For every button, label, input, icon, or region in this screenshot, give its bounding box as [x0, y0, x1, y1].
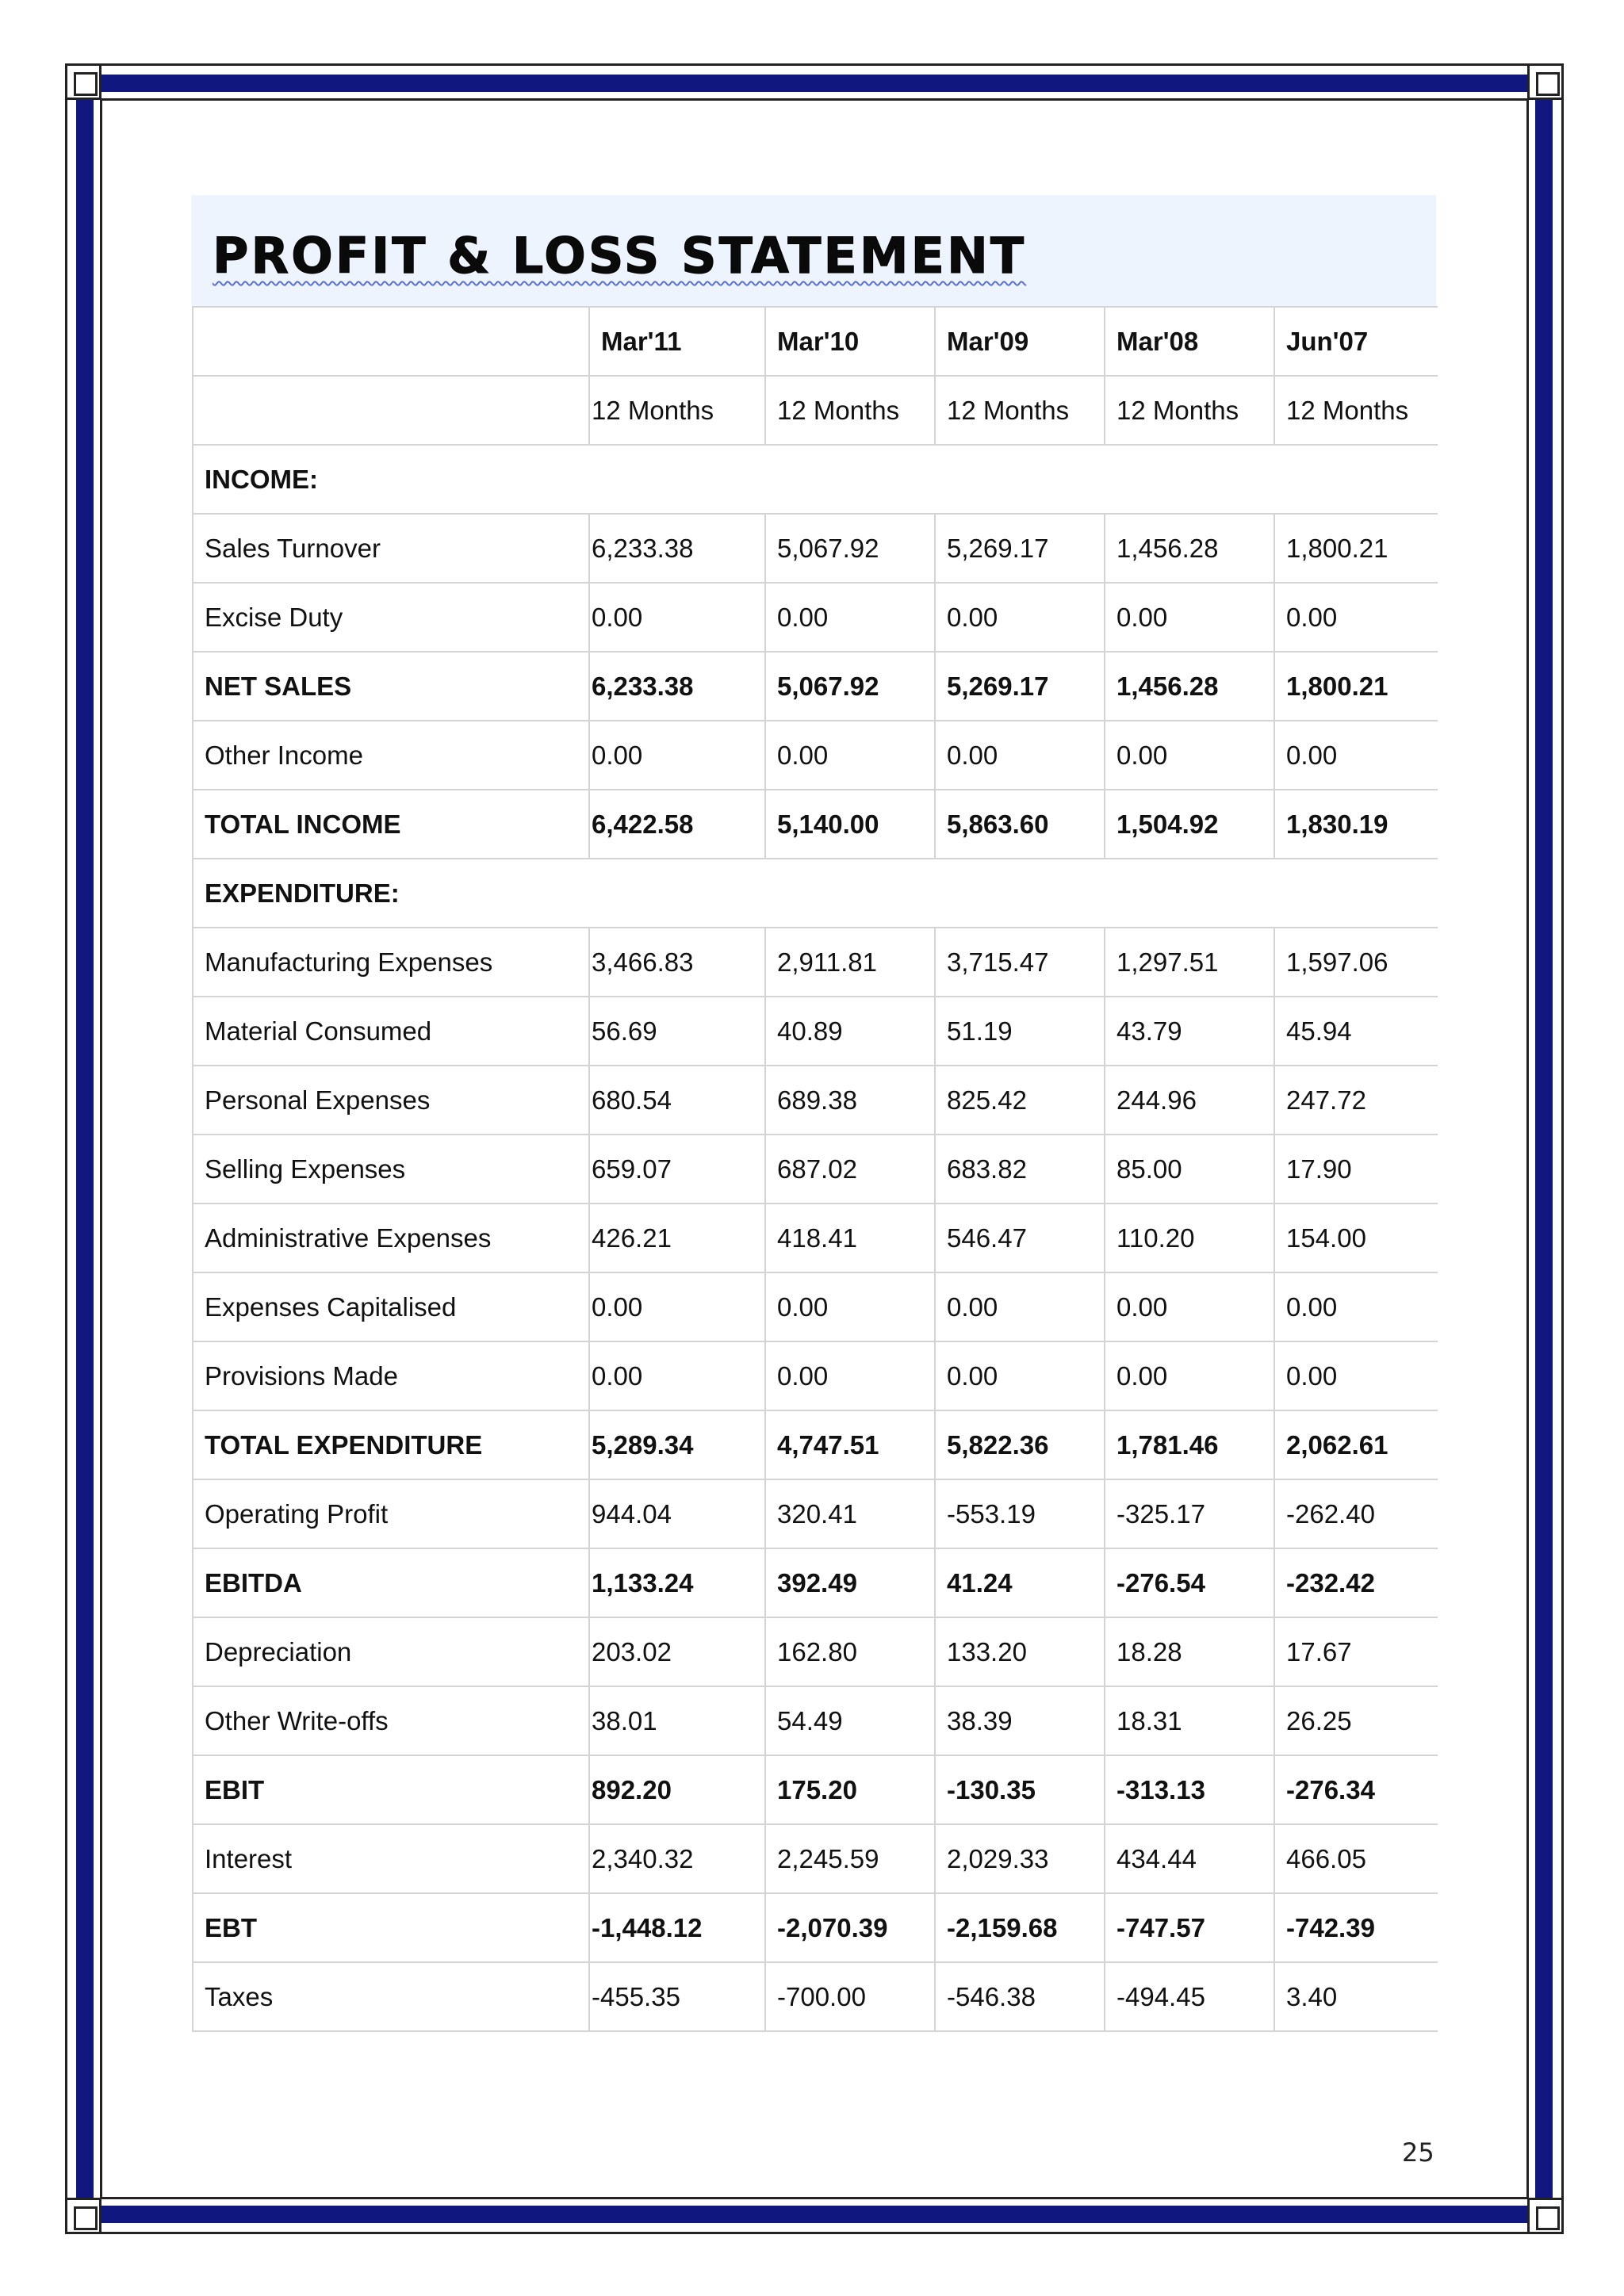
value-cell: 6,233.38	[589, 514, 765, 583]
value-cell: 5,067.92	[765, 652, 935, 721]
value-cell: 26.25	[1274, 1686, 1438, 1755]
duration-cell: 12 Months	[935, 376, 1105, 445]
value-cell: 0.00	[1105, 1272, 1274, 1341]
table-row	[193, 1755, 1438, 1824]
value-cell: 2,062.61	[1274, 1410, 1438, 1479]
value-cell: -276.54	[1105, 1548, 1274, 1617]
row-label: EBIT	[193, 1755, 589, 1824]
expenditure-rows	[193, 928, 1438, 2031]
value-cell: 683.82	[935, 1135, 1105, 1203]
value-cell: 3,466.83	[589, 928, 765, 997]
row-label: Depreciation	[193, 1617, 589, 1686]
table-row	[193, 928, 1438, 997]
row-label: Sales Turnover	[193, 514, 589, 583]
table-row	[193, 1203, 1438, 1272]
value-cell: 5,140.00	[765, 790, 935, 859]
period-header: Mar'08	[1105, 307, 1274, 376]
row-label: Other Write-offs	[193, 1686, 589, 1755]
value-cell: 680.54	[589, 1066, 765, 1135]
value-cell: 4,747.51	[765, 1410, 935, 1479]
value-cell: 0.00	[589, 1341, 765, 1410]
row-label: Taxes	[193, 1962, 589, 2031]
section-heading: EXPENDITURE:	[193, 859, 1438, 928]
value-cell: 0.00	[935, 1272, 1105, 1341]
value-cell: 0.00	[765, 1272, 935, 1341]
value-cell: -700.00	[765, 1962, 935, 2031]
value-cell: 659.07	[589, 1135, 765, 1203]
value-cell: 56.69	[589, 997, 765, 1066]
value-cell: -1,448.12	[589, 1893, 765, 1962]
page-title: PROFIT & LOSS STATEMENT	[213, 227, 1027, 285]
value-cell: 1,504.92	[1105, 790, 1274, 859]
value-cell: 41.24	[935, 1548, 1105, 1617]
frame-corner-ornament	[65, 2198, 102, 2234]
table-row	[193, 1962, 1438, 2031]
value-cell: 0.00	[1274, 1272, 1438, 1341]
value-cell: 825.42	[935, 1066, 1105, 1135]
value-cell: 0.00	[1105, 583, 1274, 652]
value-cell: 18.28	[1105, 1617, 1274, 1686]
value-cell: 0.00	[1274, 721, 1438, 790]
table-row	[193, 1341, 1438, 1410]
value-cell: 2,029.33	[935, 1824, 1105, 1893]
value-cell: 175.20	[765, 1755, 935, 1824]
row-label: Personal Expenses	[193, 1066, 589, 1135]
value-cell: -313.13	[1105, 1755, 1274, 1824]
value-cell: 1,133.24	[589, 1548, 765, 1617]
value-cell: 18.31	[1105, 1686, 1274, 1755]
value-cell: 0.00	[765, 721, 935, 790]
row-label: TOTAL EXPENDITURE	[193, 1410, 589, 1479]
value-cell: 45.94	[1274, 997, 1438, 1066]
value-cell: 1,597.06	[1274, 928, 1438, 997]
page-number: 25	[1402, 2137, 1434, 2168]
profit-loss-table	[192, 306, 1438, 2032]
period-header: Mar'11	[589, 307, 765, 376]
value-cell: 3,715.47	[935, 928, 1105, 997]
value-cell: 2,245.59	[765, 1824, 935, 1893]
value-cell: 85.00	[1105, 1135, 1274, 1203]
value-cell: 0.00	[1274, 583, 1438, 652]
table-row	[193, 1893, 1438, 1962]
value-cell: 1,297.51	[1105, 928, 1274, 997]
value-cell: 0.00	[765, 1341, 935, 1410]
table-row	[193, 652, 1438, 721]
header-blank-cell	[193, 376, 589, 445]
frame-corner-ornament	[1527, 63, 1564, 100]
value-cell: 110.20	[1105, 1203, 1274, 1272]
value-cell: 687.02	[765, 1135, 935, 1203]
value-cell: 2,911.81	[765, 928, 935, 997]
value-cell: 689.38	[765, 1066, 935, 1135]
value-cell: -546.38	[935, 1962, 1105, 2031]
value-cell: 0.00	[589, 721, 765, 790]
value-cell: 3.40	[1274, 1962, 1438, 2031]
value-cell: 133.20	[935, 1617, 1105, 1686]
row-label: EBITDA	[193, 1548, 589, 1617]
table-row	[193, 790, 1438, 859]
value-cell: 38.01	[589, 1686, 765, 1755]
value-cell: 392.49	[765, 1548, 935, 1617]
value-cell: 1,830.19	[1274, 790, 1438, 859]
period-header: Jun'07	[1274, 307, 1438, 376]
row-label: Material Consumed	[193, 997, 589, 1066]
duration-cell: 12 Months	[1105, 376, 1274, 445]
value-cell: 40.89	[765, 997, 935, 1066]
period-header: Mar'09	[935, 307, 1105, 376]
value-cell: -553.19	[935, 1479, 1105, 1548]
row-label: Administrative Expenses	[193, 1203, 589, 1272]
value-cell: 0.00	[935, 1341, 1105, 1410]
table-row	[193, 1548, 1438, 1617]
frame-corner-ornament	[65, 63, 102, 100]
table-row	[193, 721, 1438, 790]
value-cell: 5,289.34	[589, 1410, 765, 1479]
value-cell: 546.47	[935, 1203, 1105, 1272]
row-label: Excise Duty	[193, 583, 589, 652]
value-cell: 154.00	[1274, 1203, 1438, 1272]
value-cell: 0.00	[765, 583, 935, 652]
duration-cell: 12 Months	[589, 376, 765, 445]
row-label: Manufacturing Expenses	[193, 928, 589, 997]
table-row	[193, 1479, 1438, 1548]
value-cell: 0.00	[1105, 721, 1274, 790]
row-label: Selling Expenses	[193, 1135, 589, 1203]
value-cell: 0.00	[1274, 1341, 1438, 1410]
value-cell: 0.00	[935, 583, 1105, 652]
row-label: TOTAL INCOME	[193, 790, 589, 859]
table-row	[193, 1410, 1438, 1479]
value-cell: -455.35	[589, 1962, 765, 2031]
table-row	[193, 1686, 1438, 1755]
row-label: Provisions Made	[193, 1341, 589, 1410]
table-row	[193, 1824, 1438, 1893]
value-cell: 0.00	[935, 721, 1105, 790]
value-cell: 5,269.17	[935, 514, 1105, 583]
row-label: Expenses Capitalised	[193, 1272, 589, 1341]
section-row-income	[193, 445, 1438, 514]
value-cell: 5,269.17	[935, 652, 1105, 721]
table-row	[193, 514, 1438, 583]
value-cell: 5,863.60	[935, 790, 1105, 859]
value-cell: 1,781.46	[1105, 1410, 1274, 1479]
value-cell: -325.17	[1105, 1479, 1274, 1548]
value-cell: 944.04	[589, 1479, 765, 1548]
value-cell: 892.20	[589, 1755, 765, 1824]
row-label: EBT	[193, 1893, 589, 1962]
value-cell: 5,822.36	[935, 1410, 1105, 1479]
section-heading: INCOME:	[193, 445, 1438, 514]
value-cell: -747.57	[1105, 1893, 1274, 1962]
value-cell: -2,159.68	[935, 1893, 1105, 1962]
duration-row	[193, 376, 1438, 445]
value-cell: 203.02	[589, 1617, 765, 1686]
value-cell: 320.41	[765, 1479, 935, 1548]
table-row	[193, 583, 1438, 652]
frame-corner-ornament	[1527, 2198, 1564, 2234]
table-row	[193, 1617, 1438, 1686]
value-cell: 247.72	[1274, 1066, 1438, 1135]
value-cell: 244.96	[1105, 1066, 1274, 1135]
value-cell: 51.19	[935, 997, 1105, 1066]
duration-cell: 12 Months	[1274, 376, 1438, 445]
value-cell: 2,340.32	[589, 1824, 765, 1893]
value-cell: 0.00	[589, 1272, 765, 1341]
value-cell: 38.39	[935, 1686, 1105, 1755]
value-cell: 418.41	[765, 1203, 935, 1272]
value-cell: -130.35	[935, 1755, 1105, 1824]
table-row	[193, 997, 1438, 1066]
value-cell: 1,456.28	[1105, 514, 1274, 583]
value-cell: -2,070.39	[765, 1893, 935, 1962]
value-cell: 162.80	[765, 1617, 935, 1686]
value-cell: 0.00	[1105, 1341, 1274, 1410]
section-row-expenditure	[193, 859, 1438, 928]
value-cell: 17.90	[1274, 1135, 1438, 1203]
value-cell: 54.49	[765, 1686, 935, 1755]
duration-cell: 12 Months	[765, 376, 935, 445]
row-label: Other Income	[193, 721, 589, 790]
value-cell: -262.40	[1274, 1479, 1438, 1548]
row-label: NET SALES	[193, 652, 589, 721]
value-cell: -494.45	[1105, 1962, 1274, 2031]
period-header-row	[193, 307, 1438, 376]
value-cell: 43.79	[1105, 997, 1274, 1066]
period-header: Mar'10	[765, 307, 935, 376]
table-row	[193, 1066, 1438, 1135]
value-cell: -742.39	[1274, 1893, 1438, 1962]
table-row	[193, 1135, 1438, 1203]
income-rows	[193, 514, 1438, 859]
value-cell: 6,233.38	[589, 652, 765, 721]
header-blank-cell	[193, 307, 589, 376]
value-cell: 6,422.58	[589, 790, 765, 859]
value-cell: 426.21	[589, 1203, 765, 1272]
value-cell: -232.42	[1274, 1548, 1438, 1617]
row-label: Operating Profit	[193, 1479, 589, 1548]
value-cell: -276.34	[1274, 1755, 1438, 1824]
row-label: Interest	[193, 1824, 589, 1893]
table-row	[193, 1272, 1438, 1341]
value-cell: 1,800.21	[1274, 652, 1438, 721]
value-cell: 1,800.21	[1274, 514, 1438, 583]
value-cell: 466.05	[1274, 1824, 1438, 1893]
value-cell: 5,067.92	[765, 514, 935, 583]
value-cell: 17.67	[1274, 1617, 1438, 1686]
value-cell: 0.00	[589, 583, 765, 652]
value-cell: 1,456.28	[1105, 652, 1274, 721]
value-cell: 434.44	[1105, 1824, 1274, 1893]
